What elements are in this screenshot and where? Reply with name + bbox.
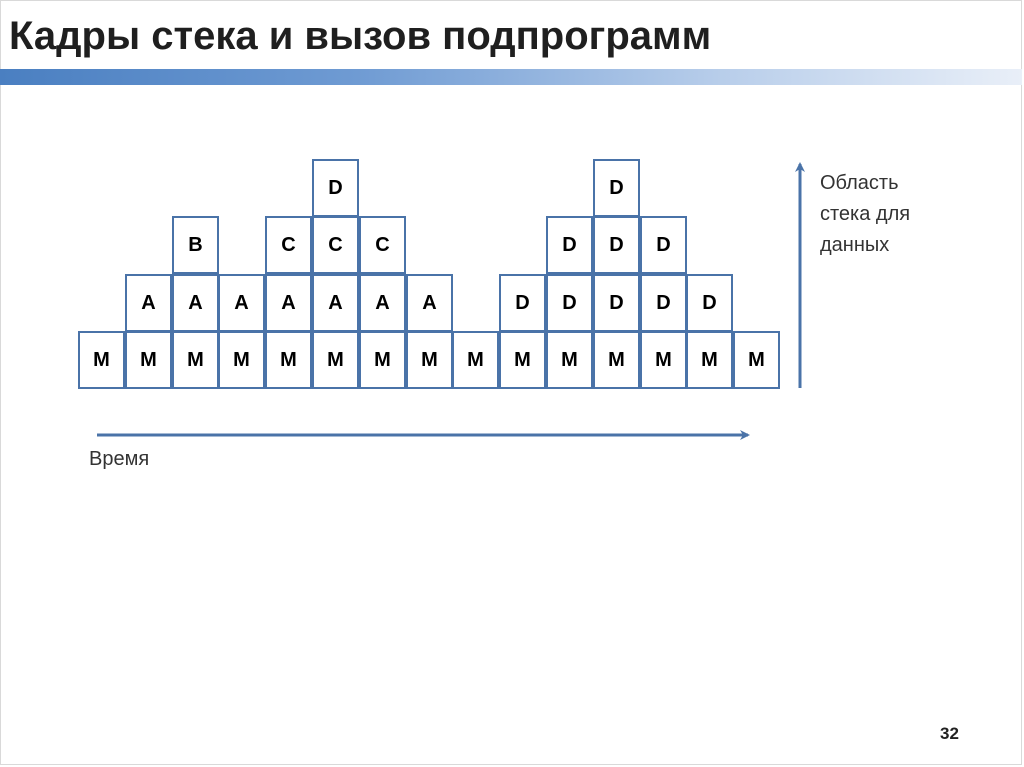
stack-frame-cell: M xyxy=(312,331,359,389)
stack-frame-cell: M xyxy=(640,331,687,389)
stack-frame-cell: A xyxy=(265,274,312,332)
stack-frame-cell: A xyxy=(359,274,406,332)
stack-frame-cell: M xyxy=(546,331,593,389)
stack-frame-cell: M xyxy=(593,331,640,389)
stack-frame-cell: D xyxy=(499,274,546,332)
stack-area-label xyxy=(820,168,970,261)
stack-frame-cell: M xyxy=(499,331,546,389)
stack-frame-cell: A xyxy=(172,274,219,332)
stack-frame-cell: M xyxy=(359,331,406,389)
stack-frame-cell: M xyxy=(452,331,499,389)
stack-frame-cell: A xyxy=(312,274,359,332)
stack-frame-cell: C xyxy=(359,216,406,274)
stack-area-label-line: стека для xyxy=(820,203,911,225)
stack-frame-cell: M xyxy=(733,331,780,389)
stack-frame-cell: C xyxy=(312,216,359,274)
stack-frame-cell: D xyxy=(312,159,359,217)
stack-frame-cell: D xyxy=(546,216,593,274)
stack-area-label-line: Область xyxy=(820,172,899,194)
stack-frame-cell: D xyxy=(640,216,687,274)
slide-title: Кадры стека и вызов подпрограмм xyxy=(9,14,712,58)
stack-frame-cell: A xyxy=(125,274,172,332)
stack-area-label-line: данных xyxy=(820,234,890,256)
time-label: Время xyxy=(89,448,150,470)
stack-frame-cell: M xyxy=(172,331,219,389)
stack-frame-cell: D xyxy=(593,274,640,332)
stack-frame-cell: B xyxy=(172,216,219,274)
stack-frame-cell: M xyxy=(686,331,733,389)
stack-frame-cell: A xyxy=(406,274,453,332)
stack-frame-cell: M xyxy=(265,331,312,389)
stack-frame-cell: D xyxy=(686,274,733,332)
stack-frame-cell: M xyxy=(406,331,453,389)
stack-frame-cell: D xyxy=(546,274,593,332)
stack-frame-cell: M xyxy=(218,331,265,389)
page-number: 32 xyxy=(940,724,959,743)
stack-frame-cell: D xyxy=(593,216,640,274)
stack-frame-cell: D xyxy=(593,159,640,217)
stack-frame-cell: M xyxy=(78,331,125,389)
stack-frame-cell: C xyxy=(265,216,312,274)
stack-frame-cell: D xyxy=(640,274,687,332)
stack-frame-cell: M xyxy=(125,331,172,389)
stack-frame-cell: A xyxy=(218,274,265,332)
